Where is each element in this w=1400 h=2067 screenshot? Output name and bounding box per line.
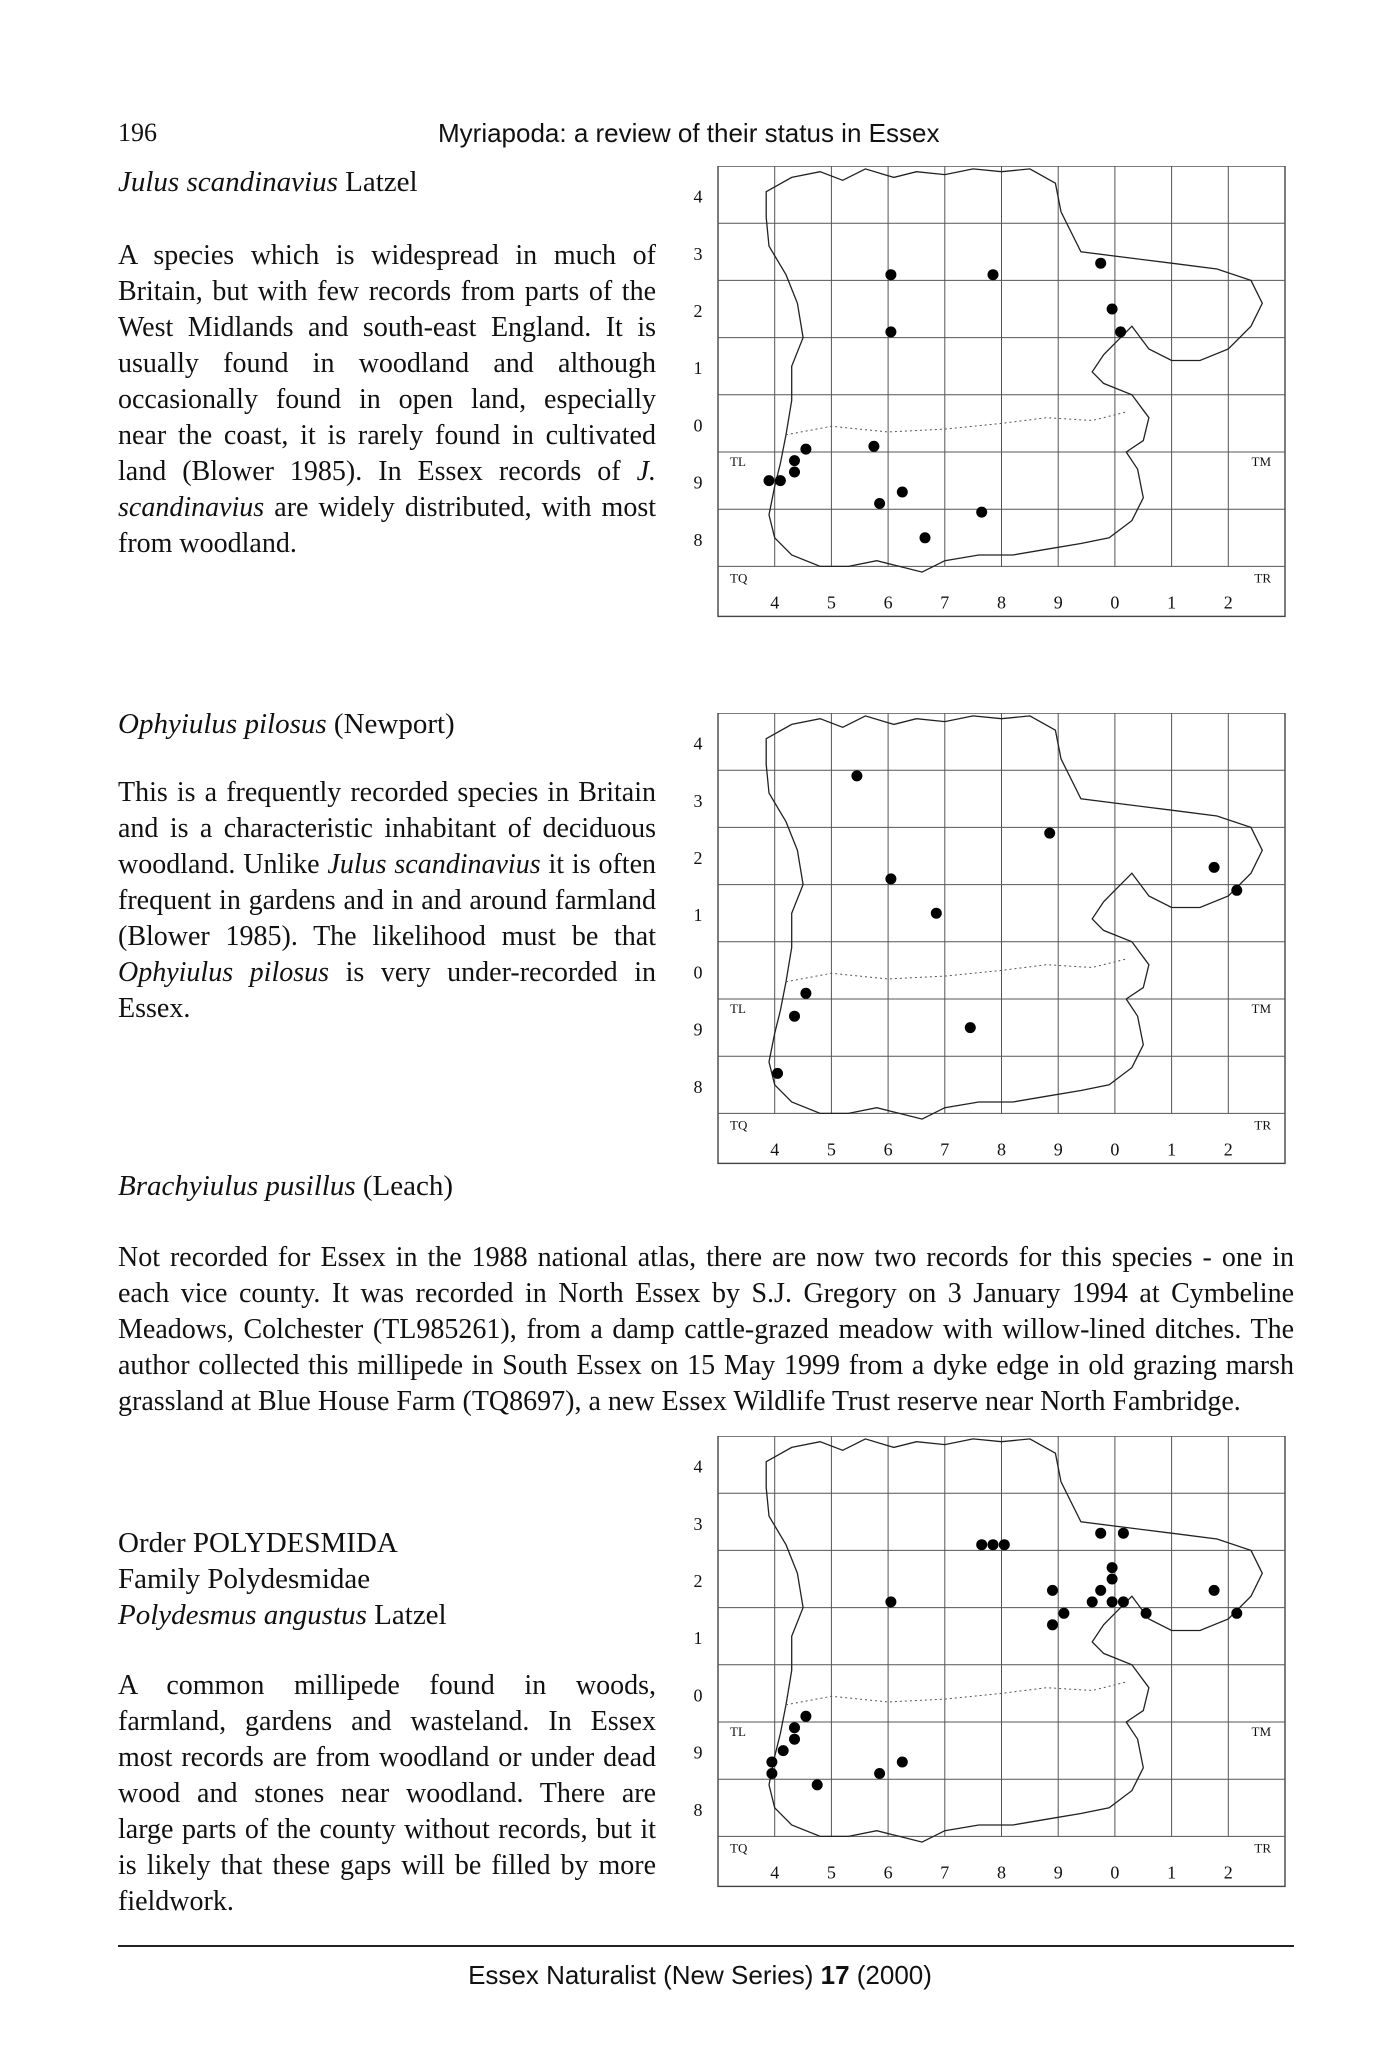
para-text: A species which is widespread in much of Britain, but with few records from parts of the West Midlands and south-east England. It is usually found in woodland and although occasionally found in open land, especially near the coast, it is rarely found in cultivated land (Blower 1985). In Essex records of (118, 240, 656, 487)
x-tick-label: 7 (940, 1862, 950, 1883)
square-label-tq: TQ (730, 1840, 748, 1856)
record-dot (851, 770, 862, 781)
distribution-map-julus (672, 166, 1292, 652)
x-tick-label: 0 (1110, 592, 1120, 613)
square-label-tm: TM (1251, 1724, 1271, 1739)
county-outline (766, 1439, 1262, 1842)
vice-county-boundary (786, 1682, 1126, 1705)
record-dot (1107, 1596, 1118, 1607)
order-label: Order POLYDESMIDA (118, 1527, 398, 1559)
y-tick-label: 3 (693, 243, 703, 264)
vice-county-boundary (786, 959, 1126, 982)
y-tick-label: 3 (693, 1513, 703, 1534)
journal-name: Essex Naturalist (New Series) (468, 1960, 821, 1990)
x-tick-label: 0 (1110, 1139, 1120, 1160)
x-tick-label: 7 (940, 1139, 950, 1160)
square-label-tr: TR (1254, 1840, 1271, 1856)
x-tick-label: 1 (1167, 592, 1177, 613)
square-label-tq: TQ (730, 1117, 748, 1133)
record-dot (1141, 1608, 1152, 1619)
record-dot (766, 1768, 777, 1779)
y-tick-label: 9 (693, 1019, 703, 1040)
square-label-tm: TM (1251, 454, 1271, 469)
record-dot (789, 1722, 800, 1733)
record-dot (885, 1596, 896, 1607)
record-dot (800, 444, 811, 455)
record-dot (1209, 862, 1220, 873)
square-label-tq: TQ (730, 570, 748, 586)
record-dot (976, 507, 987, 518)
y-tick-label: 2 (693, 1571, 703, 1591)
y-tick-label: 1 (693, 905, 703, 926)
square-label-tr: TR (1254, 570, 1271, 586)
x-tick-label: 2 (1223, 1139, 1233, 1160)
record-dot (897, 487, 908, 498)
x-tick-label: 9 (1053, 592, 1063, 613)
record-dot (874, 1768, 885, 1779)
record-dot (800, 988, 811, 999)
distribution-map-ophyiulus (672, 713, 1292, 1199)
record-dot (800, 1711, 811, 1722)
x-tick-label: 1 (1167, 1139, 1177, 1160)
x-tick-label: 6 (883, 592, 893, 613)
record-dot (1231, 1608, 1242, 1619)
x-tick-label: 4 (770, 592, 780, 613)
record-dot (1087, 1596, 1098, 1607)
record-dot (1095, 1585, 1106, 1596)
y-tick-label: 3 (693, 790, 703, 811)
record-dot (1095, 1528, 1106, 1539)
para-text: are widely distributed, with most from woodland. (118, 492, 656, 559)
record-dot (1107, 1574, 1118, 1585)
running-title: Myriapoda: a review of their status in Essex (438, 118, 940, 148)
x-tick-label: 4 (770, 1862, 780, 1883)
y-tick-label: 8 (693, 529, 703, 550)
para-italic: Julus scandinavius (327, 849, 541, 880)
record-dot (976, 1539, 987, 1550)
record-dot (778, 1745, 789, 1756)
footer-rule (118, 1945, 1294, 1947)
y-tick-label: 0 (693, 415, 703, 436)
record-dot (885, 269, 896, 280)
y-tick-label: 8 (693, 1799, 703, 1820)
record-dot (965, 1022, 976, 1033)
species-authority: (Leach) (362, 1170, 454, 1202)
record-dot (1095, 258, 1106, 269)
para-text: it is often frequent in gardens and in and around farmland (Blower 1985). The likelihood must be that (118, 849, 657, 952)
para-italic: J. scandinavius (118, 456, 656, 523)
square-label-tl: TL (730, 1001, 746, 1016)
record-dot (766, 1757, 777, 1768)
footer (0, 1960, 1400, 1991)
map-svg (672, 1436, 1292, 1922)
record-dot (874, 498, 885, 509)
x-tick-label: 5 (826, 592, 836, 613)
x-tick-label: 2 (1223, 1862, 1233, 1883)
record-dot (1107, 304, 1118, 315)
taxonomy-block (118, 1525, 447, 1633)
record-dot (1047, 1585, 1058, 1596)
square-label-tl: TL (730, 454, 746, 469)
x-tick-label: 7 (940, 592, 950, 613)
y-tick-label: 4 (693, 733, 703, 754)
record-dot (1107, 1562, 1118, 1573)
record-dot (868, 441, 879, 452)
record-dot (1231, 885, 1242, 896)
species-name: Julus scandinavius (118, 166, 338, 198)
record-dot (812, 1779, 823, 1790)
species-name: Polydesmus angustus (118, 1599, 367, 1631)
para-italic: Ophyiulus pilosus (118, 957, 330, 988)
record-dot (1044, 828, 1055, 839)
y-tick-label: 4 (693, 186, 703, 207)
family-label: Family Polydesmidae (118, 1563, 371, 1595)
record-dot (1115, 326, 1126, 337)
y-tick-label: 9 (693, 1742, 703, 1763)
x-tick-label: 0 (1110, 1862, 1120, 1883)
record-dot (1058, 1608, 1069, 1619)
species-authority: (Newport) (333, 708, 455, 740)
x-tick-label: 8 (997, 592, 1006, 613)
square-label-tm: TM (1251, 1001, 1271, 1016)
record-dot (772, 1068, 783, 1079)
record-dot (1209, 1585, 1220, 1596)
y-tick-label: 1 (693, 1628, 703, 1649)
x-tick-label: 5 (826, 1139, 836, 1160)
x-tick-label: 2 (1223, 592, 1233, 613)
county-outline (766, 169, 1262, 572)
species-paragraph-brachyiulus: Not recorded for Essex in the 1988 national atlas, there are now two records for this species - one in each vice county. It was recorded in North Essex by S.J. Gregory on 3 January 1994 at Cymbeline Meadows, Colchester (TL985261), from a damp cattle-grazed meadow with willow-lined ditches. The author collected this millipede in South Essex on 15 May 1999 from a dyke edge in old grazing marsh grassland at Blue House Farm (TQ8697), a new Essex Wildlife Trust reserve near North Fambridge. (118, 1242, 1294, 1417)
species-paragraph-ophyiulus (118, 775, 656, 1027)
y-tick-label: 9 (693, 472, 703, 493)
x-tick-label: 6 (883, 1862, 893, 1883)
county-outline (766, 716, 1262, 1119)
record-dot (897, 1757, 908, 1768)
x-tick-label: 8 (997, 1862, 1006, 1883)
species-heading-brachyiulus (118, 1170, 453, 1203)
record-dot (920, 532, 931, 543)
x-tick-label: 8 (997, 1139, 1006, 1160)
record-dot (775, 475, 786, 486)
record-dot (999, 1539, 1010, 1550)
record-dot (789, 1734, 800, 1745)
species-paragraph-polydesmus: A common millipede found in woods, farmland, gardens and wasteland. In Essex most records are from woodland or under dead wood and stones near woodland. There are large parts of the county without records, but it is likely that these gaps will be filled by more fieldwork. (118, 1670, 656, 1917)
para-text: is very under-recorded in Essex. (118, 957, 656, 1024)
record-dot (789, 467, 800, 478)
species-heading-julus (118, 166, 418, 199)
record-dot (931, 908, 942, 919)
x-tick-label: 5 (826, 1862, 836, 1883)
y-tick-label: 2 (693, 301, 703, 321)
y-tick-label: 8 (693, 1076, 703, 1097)
species-name: Brachyiulus pusillus (118, 1170, 356, 1202)
vice-county-boundary (786, 412, 1126, 435)
species-heading-ophyiulus (118, 708, 455, 741)
record-dot (764, 475, 775, 486)
page-number: 196 (118, 118, 157, 147)
record-dot (789, 455, 800, 466)
volume-number: 17 (820, 1960, 850, 1990)
record-dot (789, 1011, 800, 1022)
record-dot (1118, 1596, 1129, 1607)
x-tick-label: 4 (770, 1139, 780, 1160)
x-tick-label: 9 (1053, 1862, 1063, 1883)
record-dot (1047, 1619, 1058, 1630)
distribution-map-polydesmus (672, 1436, 1292, 1922)
species-paragraph-julus (118, 238, 656, 562)
x-tick-label: 9 (1053, 1139, 1063, 1160)
species-authority: Latzel (345, 166, 418, 198)
square-label-tl: TL (730, 1724, 746, 1739)
y-tick-label: 0 (693, 962, 703, 983)
record-dot (988, 1539, 999, 1550)
record-dot (885, 326, 896, 337)
journal-year: (2000) (849, 1960, 932, 1990)
record-dot (1118, 1528, 1129, 1539)
x-tick-label: 1 (1167, 1862, 1177, 1883)
y-tick-label: 2 (693, 848, 703, 868)
species-heading-polydesmus (118, 1597, 447, 1633)
y-tick-label: 0 (693, 1685, 703, 1706)
species-name: Ophyiulus pilosus (118, 708, 327, 740)
record-dot (988, 269, 999, 280)
para-text: This is a frequently recorded species in Britain and is a characteristic inhabitant of deciduous woodland. Unlike (118, 777, 656, 880)
map-svg (672, 166, 1292, 652)
map-svg (672, 713, 1292, 1199)
y-tick-label: 1 (693, 358, 703, 379)
x-tick-label: 6 (883, 1139, 893, 1160)
square-label-tr: TR (1254, 1117, 1271, 1133)
species-authority: Latzel (374, 1599, 447, 1631)
y-tick-label: 4 (693, 1456, 703, 1477)
record-dot (885, 873, 896, 884)
